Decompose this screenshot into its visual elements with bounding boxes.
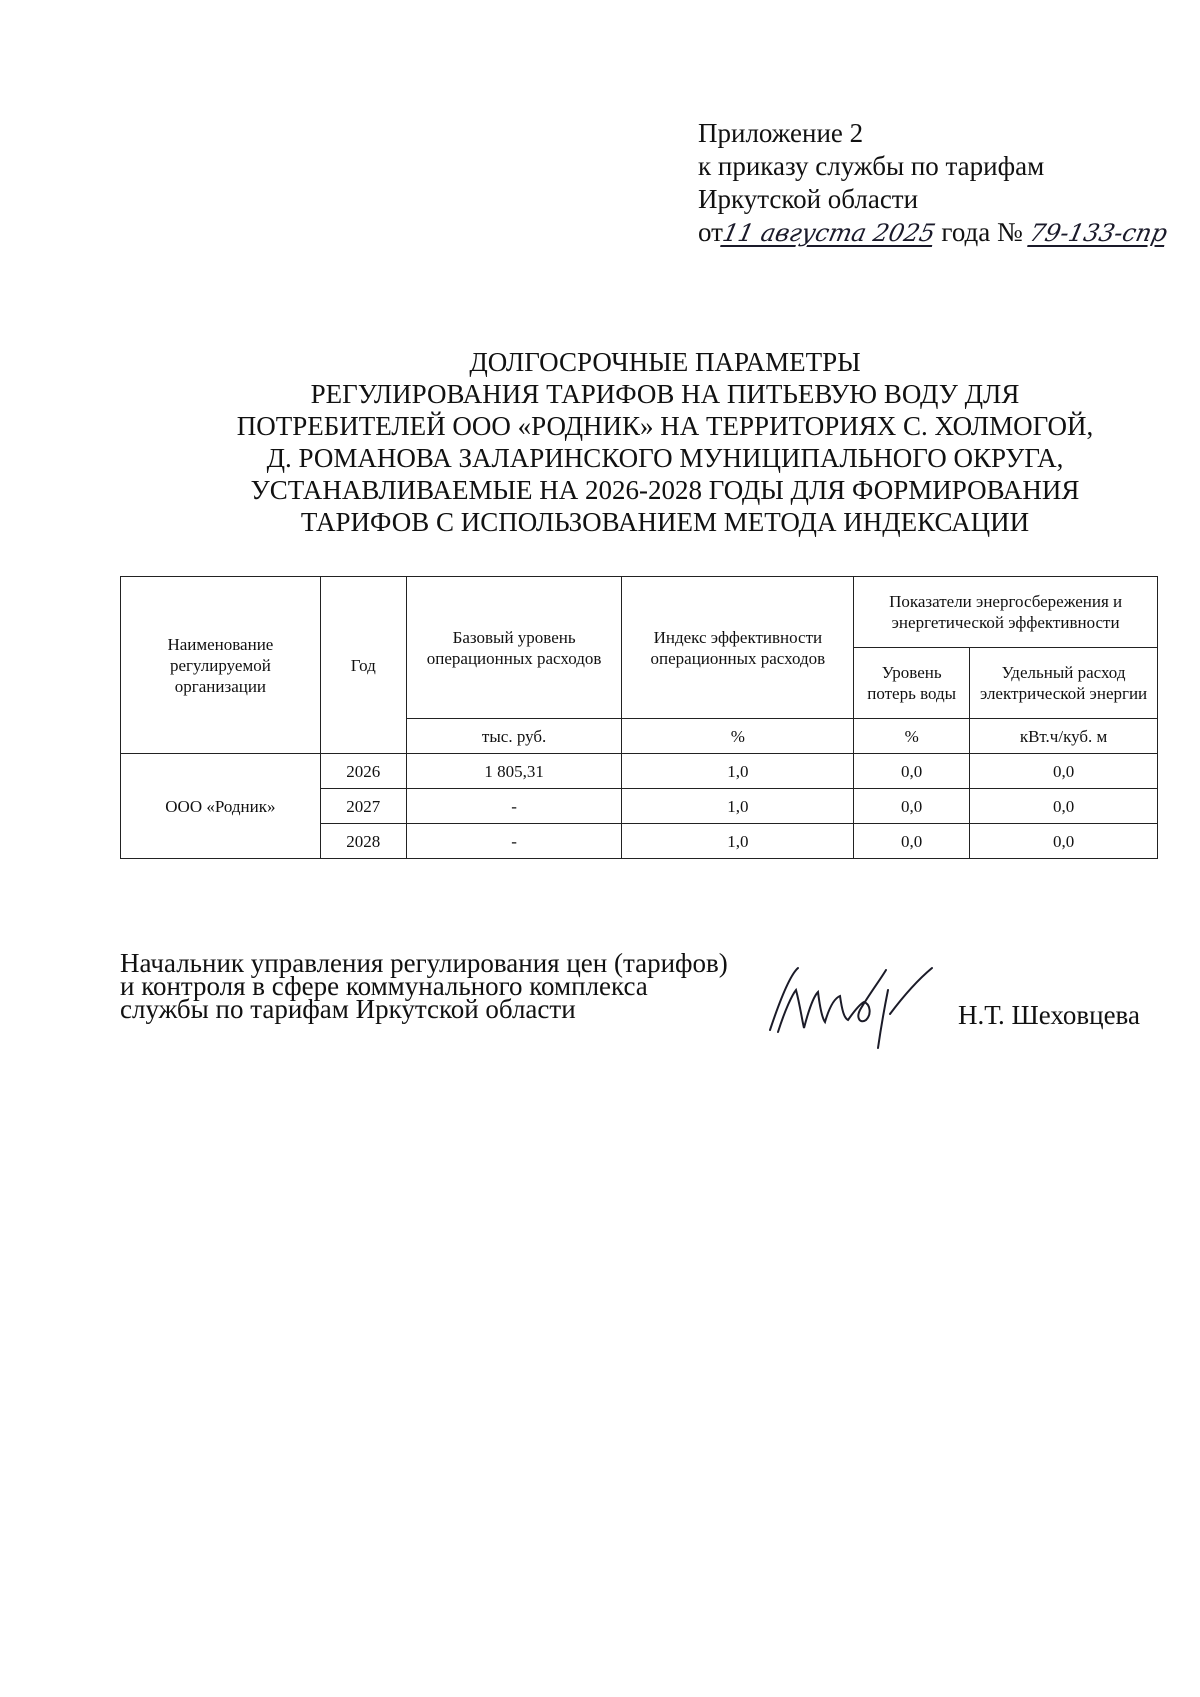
table-row	[121, 754, 1158, 789]
title-line: ТАРИФОВ С ИСПОЛЬЗОВАНИЕМ МЕТОДА ИНДЕКСАЦИИ	[300, 507, 1030, 537]
year-number-label: года №	[941, 217, 1023, 247]
header-energy-group: Показатели энергосбережения и энергетической эффективности	[854, 577, 1158, 648]
cell-power: 0,0	[970, 754, 1158, 789]
cell-loss: 0,0	[854, 789, 970, 824]
header-year: Год	[320, 577, 406, 754]
title-line: ПОТРЕБИТЕЛЕЙ ООО «РОДНИК» НА ТЕРРИТОРИЯХ С. ХОЛМОГОЙ,	[236, 411, 1094, 441]
cell-loss: 0,0	[854, 754, 970, 789]
unit-loss: %	[854, 719, 970, 754]
signer-position-line: и контроля в сфере коммунального комплекса	[120, 971, 648, 1001]
parameters-table	[120, 576, 1158, 859]
handwritten-signature	[760, 960, 940, 1050]
header-water-loss: Уровень потерь воды	[854, 648, 970, 719]
appendix-header	[698, 117, 1170, 250]
cell-base: -	[406, 789, 622, 824]
cell-power: 0,0	[970, 824, 1158, 859]
unit-power: кВт.ч/куб. м	[970, 719, 1158, 754]
cell-year: 2026	[320, 754, 406, 789]
cell-year: 2027	[320, 789, 406, 824]
appendix-region: Иркутской области	[698, 184, 919, 214]
cell-index: 1,0	[622, 824, 854, 859]
title-line: Д. РОМАНОВА ЗАЛАРИНСКОГО МУНИЦИПАЛЬНОГО ОКРУГА,	[266, 443, 1064, 473]
organization-name: ООО «Родник»	[121, 754, 321, 859]
header-base-level: Базовый уровень операционных расходов	[406, 577, 622, 719]
cell-index: 1,0	[622, 789, 854, 824]
document-title	[120, 346, 1200, 538]
header-efficiency-index: Индекс эффективности операционных расходов	[622, 577, 854, 719]
signer-position-line: Начальник управления регулирования цен (тарифов)	[120, 948, 728, 978]
handwritten-date: 11 августа 2025	[720, 219, 938, 247]
appendix-number: Приложение 2	[698, 118, 864, 148]
cell-power: 0,0	[970, 789, 1158, 824]
appendix-date-number	[698, 216, 1170, 250]
signer-position-line: службы по тарифам Иркутской области	[120, 994, 576, 1024]
title-line: УСТАНАВЛИВАЕМЫЕ НА 2026-2028 ГОДЫ ДЛЯ ФОРМИРОВАНИЯ	[250, 475, 1080, 505]
cell-base: -	[406, 824, 622, 859]
header-power-consumption: Удельный расход электрической энергии	[970, 648, 1158, 719]
title-line: РЕГУЛИРОВАНИЯ ТАРИФОВ НА ПИТЬЕВУЮ ВОДУ ДЛЯ	[310, 379, 1020, 409]
cell-index: 1,0	[622, 754, 854, 789]
unit-index: %	[622, 719, 854, 754]
cell-base: 1 805,31	[406, 754, 622, 789]
unit-base: тыс. руб.	[406, 719, 622, 754]
from-prefix: от	[698, 217, 723, 247]
header-organization: Наименование регулируемой организации	[121, 577, 321, 754]
cell-loss: 0,0	[854, 824, 970, 859]
handwritten-order-number: 79-133-спр	[1026, 219, 1170, 247]
appendix-order-ref: к приказу службы по тарифам	[698, 151, 1045, 181]
title-line: ДОЛГОСРОЧНЫЕ ПАРАМЕТРЫ	[469, 347, 861, 377]
cell-year: 2028	[320, 824, 406, 859]
signer-name: Н.Т. Шеховцева	[958, 1000, 1140, 1030]
